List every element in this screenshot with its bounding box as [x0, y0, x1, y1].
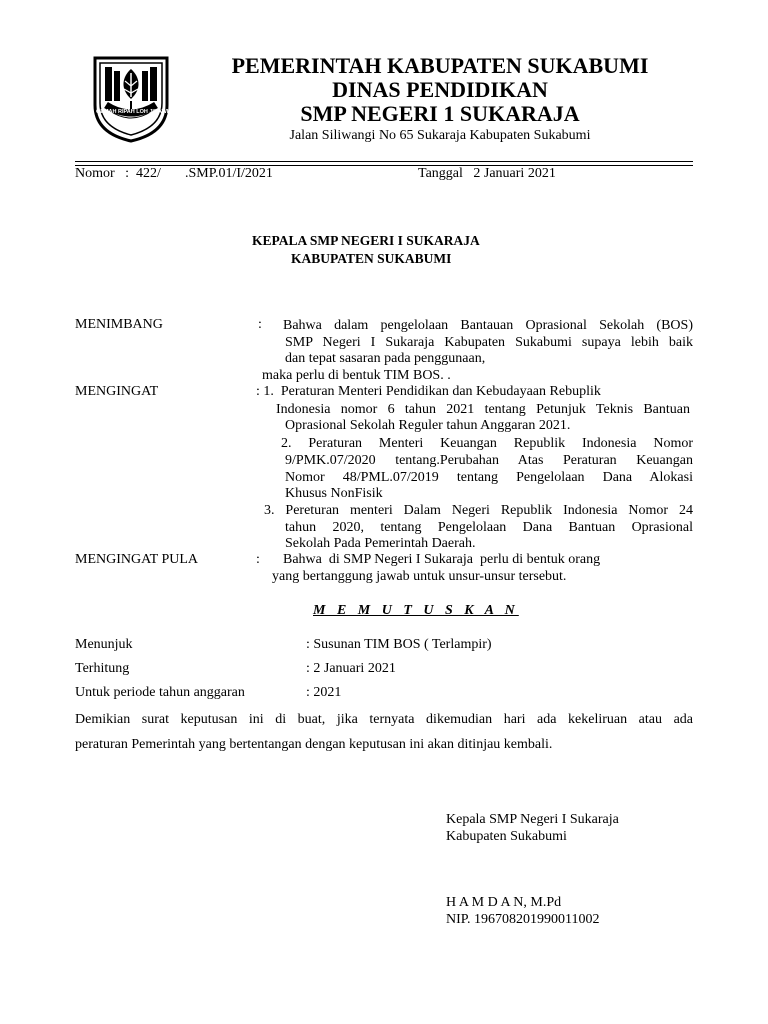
menimbang-colon: :	[258, 317, 262, 332]
decision-value-terhitung: : 2 Januari 2021	[306, 661, 396, 676]
mengingat-item3-line3: Sekolah Pada Pemerintah Daerah.	[285, 536, 476, 551]
signature-title-line1: Kepala SMP Negeri I Sukaraja	[446, 812, 619, 827]
decision-label-menunjuk: Menunjuk	[75, 637, 133, 652]
letter-number-label: Nomor : 422/	[75, 166, 161, 181]
header-divider-thin	[75, 165, 693, 166]
document-title-line1: KEPALA SMP NEGERI I SUKARAJA	[252, 233, 480, 248]
letterhead-school: SMP NEGERI 1 SUKARAJA	[300, 101, 580, 126]
mengingat-pula-line1: Bahwa di SMP Negeri I Sukaraja perlu di bentuk orang	[283, 552, 601, 567]
closing-line1: Demikian surat keputusan ini di buat, jika ternyata dikemudian hari ada kekeliruan atau ada	[75, 712, 693, 727]
mengingat-label: MENGINGAT	[75, 384, 159, 399]
signatory-nip: NIP. 196708201990011002	[446, 912, 600, 927]
menimbang-line2: SMP Negeri I Sukaraja Kabupaten Sukabumi supaya lebih baik	[285, 335, 693, 350]
menimbang-line4: maka perlu di bentuk TIM BOS. .	[262, 368, 451, 383]
mengingat-item2-line1: 2. Peraturan Menteri Keuangan Republik Indonesia Nomor	[281, 436, 693, 451]
decision-value-menunjuk: : Susunan TIM BOS ( Terlampir)	[306, 637, 492, 652]
signature-title-line2: Kabupaten Sukabumi	[446, 829, 567, 844]
mengingat-pula-colon: :	[256, 552, 260, 567]
closing-line2: peraturan Pemerintah yang bertentangan dengan keputusan ini akan ditinjau kembali.	[75, 737, 553, 752]
mengingat-pula-line2: yang bertanggung jawab untuk unsur-unsur tersebut.	[272, 569, 567, 584]
menimbang-label: MENIMBANG	[75, 317, 163, 332]
letterhead-department: DINAS PENDIDIKAN	[332, 77, 548, 102]
letter-number-code: .SMP.01/I/2021	[185, 166, 273, 181]
logo-motto: GEMAH RIPAH LOH JINAWI	[96, 109, 169, 115]
signatory-name: H A M D A N, M.Pd	[446, 895, 562, 910]
decision-label-periode: Untuk periode tahun anggaran	[75, 685, 245, 700]
decision-value-periode: : 2021	[306, 685, 342, 700]
school-emblem-logo	[92, 55, 170, 143]
menimbang-line1: Bahwa dalam pengelolaan Bantauan Oprasional Sekolah (BOS)	[283, 318, 693, 333]
letterhead-address: Jalan Siliwangi No 65 Sukaraja Kabupaten Sukabumi	[289, 128, 591, 143]
mengingat-item2-line4: Khusus NonFisik	[285, 486, 383, 501]
letter-date: Tanggal 2 Januari 2021	[418, 166, 556, 181]
mengingat-item2-line2: 9/PMK.07/2020 tentang.Perubahan Atas Peraturan Keuangan	[285, 453, 693, 468]
header-divider-thick	[75, 161, 693, 162]
mengingat-pula-label: MENGINGAT PULA	[75, 552, 199, 567]
mengingat-item2-line3: Nomor 48/PML.07/2019 tentang Pengelolaan Dana Alokasi	[285, 470, 693, 485]
letterhead-government: PEMERINTAH KABUPATEN SUKABUMI	[231, 53, 649, 78]
mengingat-item1-line2: Indonesia nomor 6 tahun 2021 tentang Petunjuk Teknis Bantuan	[276, 402, 690, 417]
document-title-line2: KABUPATEN SUKABUMI	[291, 251, 452, 266]
mengingat-item1-line3: Oprasional Sekolah Reguler tahun Anggaran 2021.	[285, 418, 571, 433]
menimbang-line3: dan tepat sasaran pada penggunaan,	[285, 351, 486, 366]
mengingat-item3-line1: 3. Pereturan menteri Dalam Negeri Republik Indonesia Nomor 24	[264, 503, 693, 518]
mengingat-item3-line2: tahun 2020, tentang Pengelolaan Dana Bantuan Oprasional	[285, 520, 693, 535]
mengingat-item1-line1: : 1. Peraturan Menteri Pendidikan dan Kebudayaan Rebuplik	[256, 384, 601, 399]
memutuskan-heading: M E M U T U S K A N	[313, 603, 519, 618]
decision-label-terhitung: Terhitung	[75, 661, 130, 676]
